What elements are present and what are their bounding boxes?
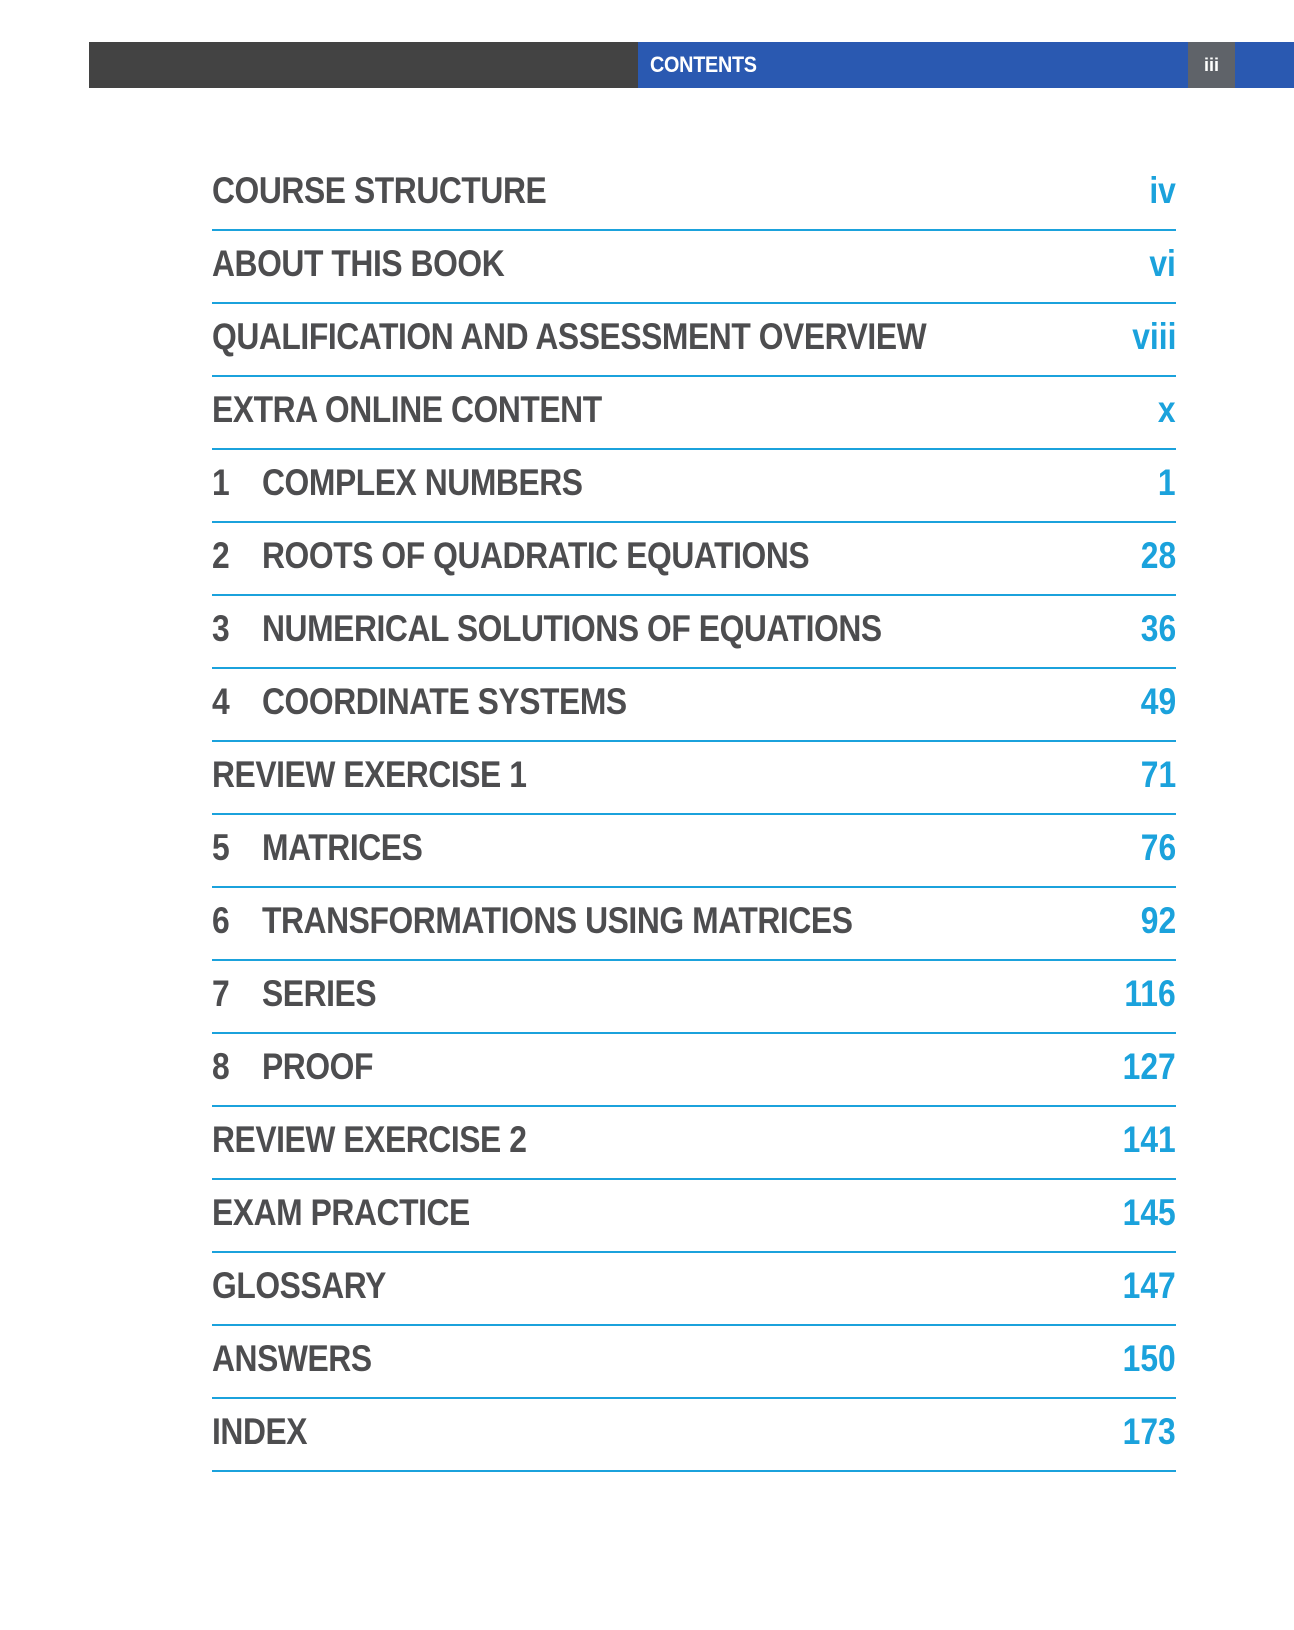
toc-entry[interactable] <box>212 377 1176 450</box>
toc-entry-title: INDEX <box>212 1411 308 1452</box>
toc-entry-title: REVIEW EXERCISE 2 <box>212 1119 527 1160</box>
toc-entry-title: COORDINATE SYSTEMS <box>262 681 627 722</box>
toc-entry-title: COURSE STRUCTURE <box>212 170 547 211</box>
toc-page-number: 150 <box>1122 1338 1176 1379</box>
toc-entry[interactable] <box>212 961 1176 1034</box>
header-dark-band <box>89 42 638 88</box>
toc-page-number: 141 <box>1122 1119 1176 1160</box>
toc-entry[interactable] <box>212 1253 1176 1326</box>
toc-entry-title: QUALIFICATION AND ASSESSMENT OVERVIEW <box>212 316 927 357</box>
toc-entry[interactable] <box>212 742 1176 815</box>
header-bar <box>89 42 1294 88</box>
toc-page-number: 28 <box>1140 535 1176 576</box>
toc-page-number: 36 <box>1140 608 1176 649</box>
toc-entry[interactable] <box>212 1399 1176 1472</box>
toc-entry-title: TRANSFORMATIONS USING MATRICES <box>262 900 853 941</box>
toc-entry-title: ROOTS OF QUADRATIC EQUATIONS <box>262 535 810 576</box>
toc-entry[interactable] <box>212 1034 1176 1107</box>
toc-page-number: vi <box>1149 243 1176 284</box>
toc-entry-title: EXAM PRACTICE <box>212 1192 470 1233</box>
toc-chapter-number: 5 <box>212 827 230 868</box>
toc-page-number: 145 <box>1122 1192 1176 1233</box>
toc-page-number: x <box>1158 389 1176 430</box>
toc-entry-title: ABOUT THIS BOOK <box>212 243 505 284</box>
toc-page-number: 147 <box>1122 1265 1176 1306</box>
toc-chapter-number: 3 <box>212 608 230 649</box>
toc-entry-title: COMPLEX NUMBERS <box>262 462 583 503</box>
table-of-contents <box>212 158 1176 1472</box>
toc-entry[interactable] <box>212 815 1176 888</box>
header-blue-band <box>638 42 1294 88</box>
toc-chapter-number: 6 <box>212 900 230 941</box>
toc-entry-title: SERIES <box>262 973 377 1014</box>
toc-entry[interactable] <box>212 1180 1176 1253</box>
toc-entry[interactable] <box>212 450 1176 523</box>
toc-page-number: 92 <box>1140 900 1176 941</box>
toc-entry-title: ANSWERS <box>212 1338 372 1379</box>
toc-entry-title: PROOF <box>262 1046 373 1087</box>
toc-entry[interactable] <box>212 1326 1176 1399</box>
toc-entry[interactable] <box>212 669 1176 742</box>
page-number-badge: iii <box>1188 42 1235 88</box>
toc-entry-title: NUMERICAL SOLUTIONS OF EQUATIONS <box>262 608 882 649</box>
toc-page-number: 116 <box>1124 973 1176 1014</box>
toc-page-number: 49 <box>1140 681 1176 722</box>
toc-entry[interactable] <box>212 596 1176 669</box>
toc-chapter-number: 2 <box>212 535 230 576</box>
toc-page-number: 173 <box>1122 1411 1176 1452</box>
toc-entry[interactable] <box>212 158 1176 231</box>
toc-entry-title: GLOSSARY <box>212 1265 386 1306</box>
toc-page-number: 71 <box>1140 754 1176 795</box>
toc-chapter-number: 7 <box>212 973 230 1014</box>
toc-page-number: 1 <box>1158 462 1176 503</box>
toc-entry[interactable] <box>212 231 1176 304</box>
toc-page-number: viii <box>1131 316 1176 357</box>
toc-entry[interactable] <box>212 1107 1176 1180</box>
toc-page-number: 127 <box>1122 1046 1176 1087</box>
toc-page-number: iv <box>1149 170 1176 211</box>
toc-chapter-number: 4 <box>212 681 230 722</box>
toc-entry-title: REVIEW EXERCISE 1 <box>212 754 527 795</box>
page-title: CONTENTS <box>650 52 757 77</box>
toc-chapter-number: 8 <box>212 1046 230 1087</box>
toc-entry-title: MATRICES <box>262 827 423 868</box>
toc-entry[interactable] <box>212 304 1176 377</box>
toc-chapter-number: 1 <box>212 462 230 503</box>
toc-entry-title: EXTRA ONLINE CONTENT <box>212 389 602 430</box>
toc-entry[interactable] <box>212 523 1176 596</box>
toc-page-number: 76 <box>1140 827 1176 868</box>
toc-entry[interactable] <box>212 888 1176 961</box>
